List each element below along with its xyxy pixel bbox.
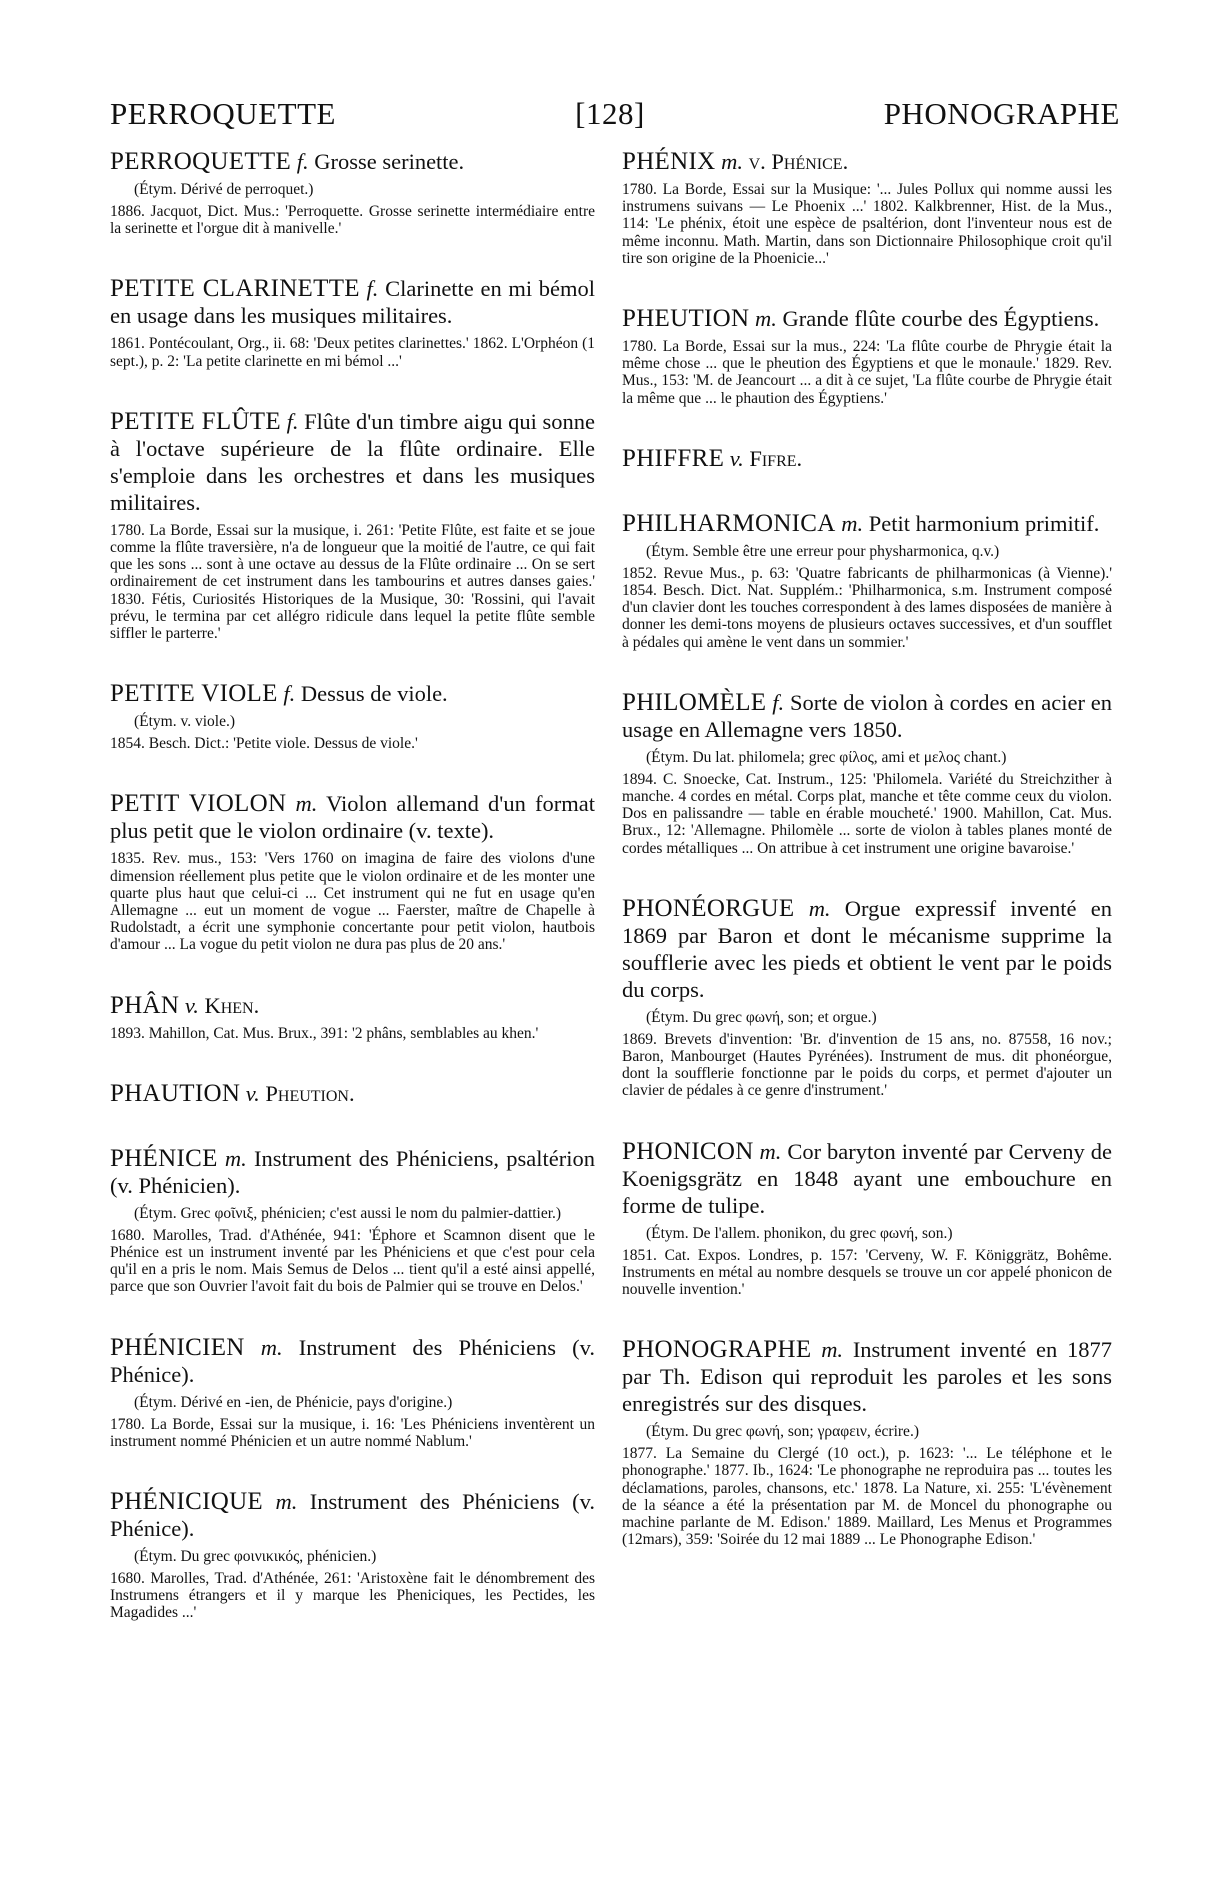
headword: PERROQUETTE [110,148,292,175]
headword: PHONOGRAPHE [622,1336,812,1364]
headword: PHEUTION [622,305,750,333]
cross-reference: Pheution. [265,1080,355,1106]
headword-line [622,895,1112,1003]
entry-phiffre [622,445,1112,472]
entry-petite-flute [110,408,595,642]
headword: PETITE FLÛTE [110,407,281,435]
grammar-label: m. [755,306,777,332]
definition: Grande flûte courbe des Égyptiens. [782,306,1100,332]
headword-line [110,1145,595,1199]
entry-petite-viole [110,680,595,752]
definition: Instrument des Phéniciens (v. Phénice). [110,1334,595,1387]
page-number: [128] [575,96,645,131]
grammar-label: m. [808,895,831,921]
entry-philomele [622,689,1112,857]
headword: PHAUTION [110,1079,241,1107]
headword: PHÂN [110,991,180,1019]
entry-phenice [110,1145,595,1296]
citation: 1861. Pontécoulant, Org., ii. 68: 'Deux petites clarinettes.' 1862. L'Orphéon (1 sept.), p. 2: 'La petite clarinette en mi bémol ...' [110,335,595,370]
definition: Flûte d'un timbre aigu qui sonne à l'octave supérieure de la flûte ordinaire. Elle s'emploie dans les orchestres et dans les musiques militaires. [110,408,596,515]
right-column [622,148,1112,1587]
running-header [110,96,1120,144]
grammar-label: m. [260,1334,283,1360]
definition: Sorte de violon à cordes en acier en usage en Allemagne vers 1850. [622,689,1113,742]
headword-line [110,992,595,1019]
entry-petite-clarinette [110,275,595,369]
definition: Grosse serinette. [314,149,465,174]
cross-reference: v. Phénice. [748,149,849,174]
entry-petit-violon [110,790,595,953]
header-left-guide-word: PERROQUETTE [110,96,336,131]
headword-line [622,689,1112,743]
headword: PHÉNICIQUE [110,1488,263,1516]
definition: Instrument des Phéniciens (v. Phénice). [110,1489,595,1542]
entry-phonographe [622,1336,1112,1548]
grammar-label: m. [224,1145,247,1171]
citation: 1869. Brevets d'invention: 'Br. d'invention de 15 ans, no. 87558, 16 nov.; Baron, Manbourget (Hautes Pyrénées). Instrument de mus. dit phonéorgue, dont la soufflerie fonctionne par le poids du corps, et permet d'ajouter un clavier de pédales à ce genre d'instrument.' [622,1030,1112,1100]
entry-phenix [622,148,1112,267]
entry-philharmonica [622,510,1112,651]
headword-line [622,1138,1112,1219]
citation: 1780. La Borde, Essai sur la Musique: '... Jules Pollux qui nomme aussi les instrumens suivans — Le Phoenix ...' 1802. Kalkbrenner, Hist. de la Mus., 114: 'Le phénix, étoit une espèce de psaltérion, dont l'inventeur nous est de même inconnu. Math. Martin, dans son Dictionnaire Philosophique croit qu'il tire son origine de la Phoenicie...' [622,181,1112,267]
headword-line [110,790,595,844]
headword: PHONICON [622,1137,754,1165]
headword-line [110,1080,595,1107]
headword-line [622,305,1112,332]
cross-reference: Fifre. [749,445,803,471]
entry-phoneorgue [622,895,1112,1100]
headword-line [622,445,1112,472]
headword-line [110,408,595,516]
headword: PHÉNIX [622,148,716,175]
citation: 1894. C. Snoecke, Cat. Instrum., 125: 'Philomela. Variété du Streichzither à manche. 4 cordes en métal. Corps plat, manche et tête comme ceux du violon. Dos en palissandre — table en érable moucheté.' 1900. Mahillon, Cat. Mus. Brux., 12: 'Allemagne. Philomèle ... sorte de violon à tables planes monté de cordes métalliques ... On attribue à cet instrument une origine bavaroise.' [622,770,1112,857]
entry-phenicique [110,1488,595,1622]
headword-line [110,275,595,329]
entry-phan [110,992,595,1042]
definition: Dessus de viole. [300,681,448,707]
citation: 1835. Rev. mus., 153: 'Vers 1760 on imagina de faire des violons d'une dimension réellement plus petite que le violon ordinaire et de les monter une quarte plus haut que celui-ci ... Cet instrument qui ne fut en usage qu'en Allemagne ... eut un moment de vogue ... Faerster, maître de Chapelle à Rudolstadt, a écrit une symphonie concertante pour petit violon, hautbois d'amour ... La vogue du petit violon ne dura pas plus de 20 ans.' [110,850,595,954]
grammar-label: v. [184,992,199,1018]
citation: 1780. La Borde, Essai sur la musique, i. 261: 'Petite Flûte, est faite et se joue comme la flûte traversière, n'a de longueur que la moitié de l'autre, ce qui fait que les sons ... sont à une octave au dessus de la Flûte ordinaire ... On se sert ordinairement de cet instrument dans les tambourins et autres danses gaies.' 1830. Fétis, Curiosités Historiques de la Musique, 30: 'Rossini, qui l'avait prévu, le termina par cet allégro ridicule dans lequel la petite flûte semble siffler le parterre.' [110,521,595,643]
citation: 1854. Besch. Dict.: 'Petite viole. Dessus de viole.' [110,735,418,753]
grammar-label: m. [821,1337,844,1363]
definition: Instrument inventé en 1877 par Th. Edison qui reproduit les paroles et les sons enregistrés sur des disques. [622,1337,1112,1417]
headword-line [110,1334,595,1388]
citation: 1780. La Borde, Essai sur la musique, i. 16: 'Les Phéniciens inventèrent un instrument nommé Phénicien et un autre nommé Nablum.' [110,1415,595,1450]
headword: PETITE CLARINETTE [110,275,360,303]
grammar-label: f. [772,689,785,715]
definition: Clarinette en mi bémol en usage dans les musiques militaires. [110,276,596,329]
entry-pheution [622,305,1112,407]
headword-line [110,680,595,707]
headword: PHÉNICIEN [110,1333,245,1361]
headword: PHILHARMONICA [622,509,836,537]
citation: 1852. Revue Mus., p. 63: 'Quatre fabricants de philharmonicas (à Vienne).' 1854. Besch. Dict. Nat. Supplém.: 'Philharmonica, s.m. Instrument composé d'un clavier dont les touches correspondent à des lames disposées de manière à donner les demi-tons moyens de plusieurs octaves successives, et d'un soufflet à pédales qui amène le vent dans un sommier.' [622,564,1112,651]
headword: PETITE VIOLE [110,680,278,708]
entry-phaution [110,1080,595,1107]
headword: PHÉNICE [110,1144,218,1172]
headword-line [622,510,1112,537]
grammar-label: f. [296,149,309,174]
grammar-label: m. [841,510,864,536]
entry-phonicon [622,1138,1112,1299]
header-right-guide-word: PHONOGRAPHE [883,96,1120,131]
etymology: (Étym. Semble être une erreur pour physharmonica, q.v.) [646,542,1000,560]
citation: 1893. Mahillon, Cat. Mus. Brux., 391: '2 phâns, semblables au khen.' [110,1024,539,1042]
headword: PETIT VIOLON [110,790,287,818]
headword-line [622,1336,1112,1417]
citation: 1780. La Borde, Essai sur la mus., 224: 'La flûte courbe de Phrygie était la même chose ... que le pheution des Égyptiens et que le monaule.' 1829. Rev. Mus., 153: 'M. de Jeancourt ... a dit à ce sujet, 'La flûte courbe de Phrygie était la même que ... le phaution des Égyptiens.' [622,338,1112,407]
etymology: (Étym. Du grec φωνή, son; γραφειν, écrire.) [646,1423,919,1441]
etymology: (Étym. Dérivé de perroquet.) [134,181,314,198]
left-column [110,148,595,1660]
grammar-label: m. [275,1489,298,1515]
citation: 1680. Marolles, Trad. d'Athénée, 261: 'Aristoxène fait le dénombrement des Instrumens étrangers et il y marque les Pheniciques, les Pectides, les Magadides ...' [110,1570,595,1622]
cross-reference: Khen. [204,992,260,1018]
citation: 1851. Cat. Expos. Londres, p. 157: 'Cerveny, W. F. Königgrätz, Bohême. Instruments en métal au nombre desquels se trouve un cor appelé phonicon de nouvelle invention.' [622,1246,1112,1299]
grammar-label: v. [729,445,744,471]
definition: Petit harmonium primitif. [868,510,1100,536]
grammar-label: f. [283,681,296,707]
definition: Cor baryton inventé par Cerveny de Koenigsgrätz en 1848 ayant une embouchure en forme de tulipe. [622,1138,1112,1218]
entry-phenicien [110,1334,595,1450]
headword: PHILOMÈLE [622,688,767,716]
citation: 1877. La Semaine du Clergé (10 oct.), p. 1623: '... Le téléphone et le phonographe.' 1877. Ib., 1624: 'Le phonographe ne reproduira pas ... toutes les déclamations, paroles, chansons, etc.' 1878. La Nature, xi. 255: 'L'évènement de la séance a été la présentation par M. de Moncel du phonographe ou machine parlante de M. Edison.' 1889. Maillard, Les Menus et Programmes (12mars), 359: 'Soirée du 12 mai 1889 ... Le Phonographe Edison.' [622,1445,1112,1549]
definition: Violon allemand d'un format plus petit que le violon ordinaire (v. texte). [110,791,595,844]
grammar-label: f. [366,276,379,302]
grammar-label: m. [295,791,318,817]
entry-perroquette [110,148,595,237]
etymology: (Étym. Du lat. philomela; grec φίλος, ami et μελος chant.) [646,748,1007,766]
headword: PHIFFRE [622,444,725,472]
etymology: (Étym. v. viole.) [134,713,236,731]
etymology: (Étym. Du grec φοινικικός, phénicien.) [134,1548,377,1566]
grammar-label: m. [721,149,743,174]
definition: Orgue expressif inventé en 1869 par Baron et dont le mécanisme supprime la soufflerie avec les pieds et obtient le vent par le poids du corps. [622,895,1112,1002]
etymology: (Étym. De l'allem. phonikon, du grec φωνή, son.) [646,1224,953,1242]
headword-line [622,148,1112,175]
grammar-label: m. [759,1138,782,1164]
headword-line [110,148,595,175]
headword-line [110,1488,595,1542]
headword: PHONÉORGUE [622,894,795,922]
definition: Instrument des Phéniciens, psaltérion (v. Phénicien). [110,1145,596,1198]
citation: 1886. Jacquot, Dict. Mus.: 'Perroquette. Grosse serinette intermédiaire entre la serinette et l'orgue dit à manivelle.' [110,203,595,238]
grammar-label: f. [286,408,299,434]
etymology: (Étym. Grec φοῖνιξ, phénicien; c'est aussi le nom du palmier-dattier.) [134,1204,562,1222]
citation: 1680. Marolles, Trad. d'Athénée, 941: 'Éphore et Scamnon disent que le Phénice est un instrument inventé par les Phéniciens et que c'est pour cela qu'il en a pris le nom. Mais Semus de Delos ... tient qu'il a esté ainsi appellé, parce que son Ouvrier l'avoit fait du bois de Palmier qui se trouve en Delos.' [110,1226,595,1296]
grammar-label: v. [245,1080,260,1106]
etymology: (Étym. Dérivé en -ien, de Phénicie, pays d'origine.) [134,1393,453,1411]
etymology: (Étym. Du grec φωνή, son; et orgue.) [646,1008,877,1026]
